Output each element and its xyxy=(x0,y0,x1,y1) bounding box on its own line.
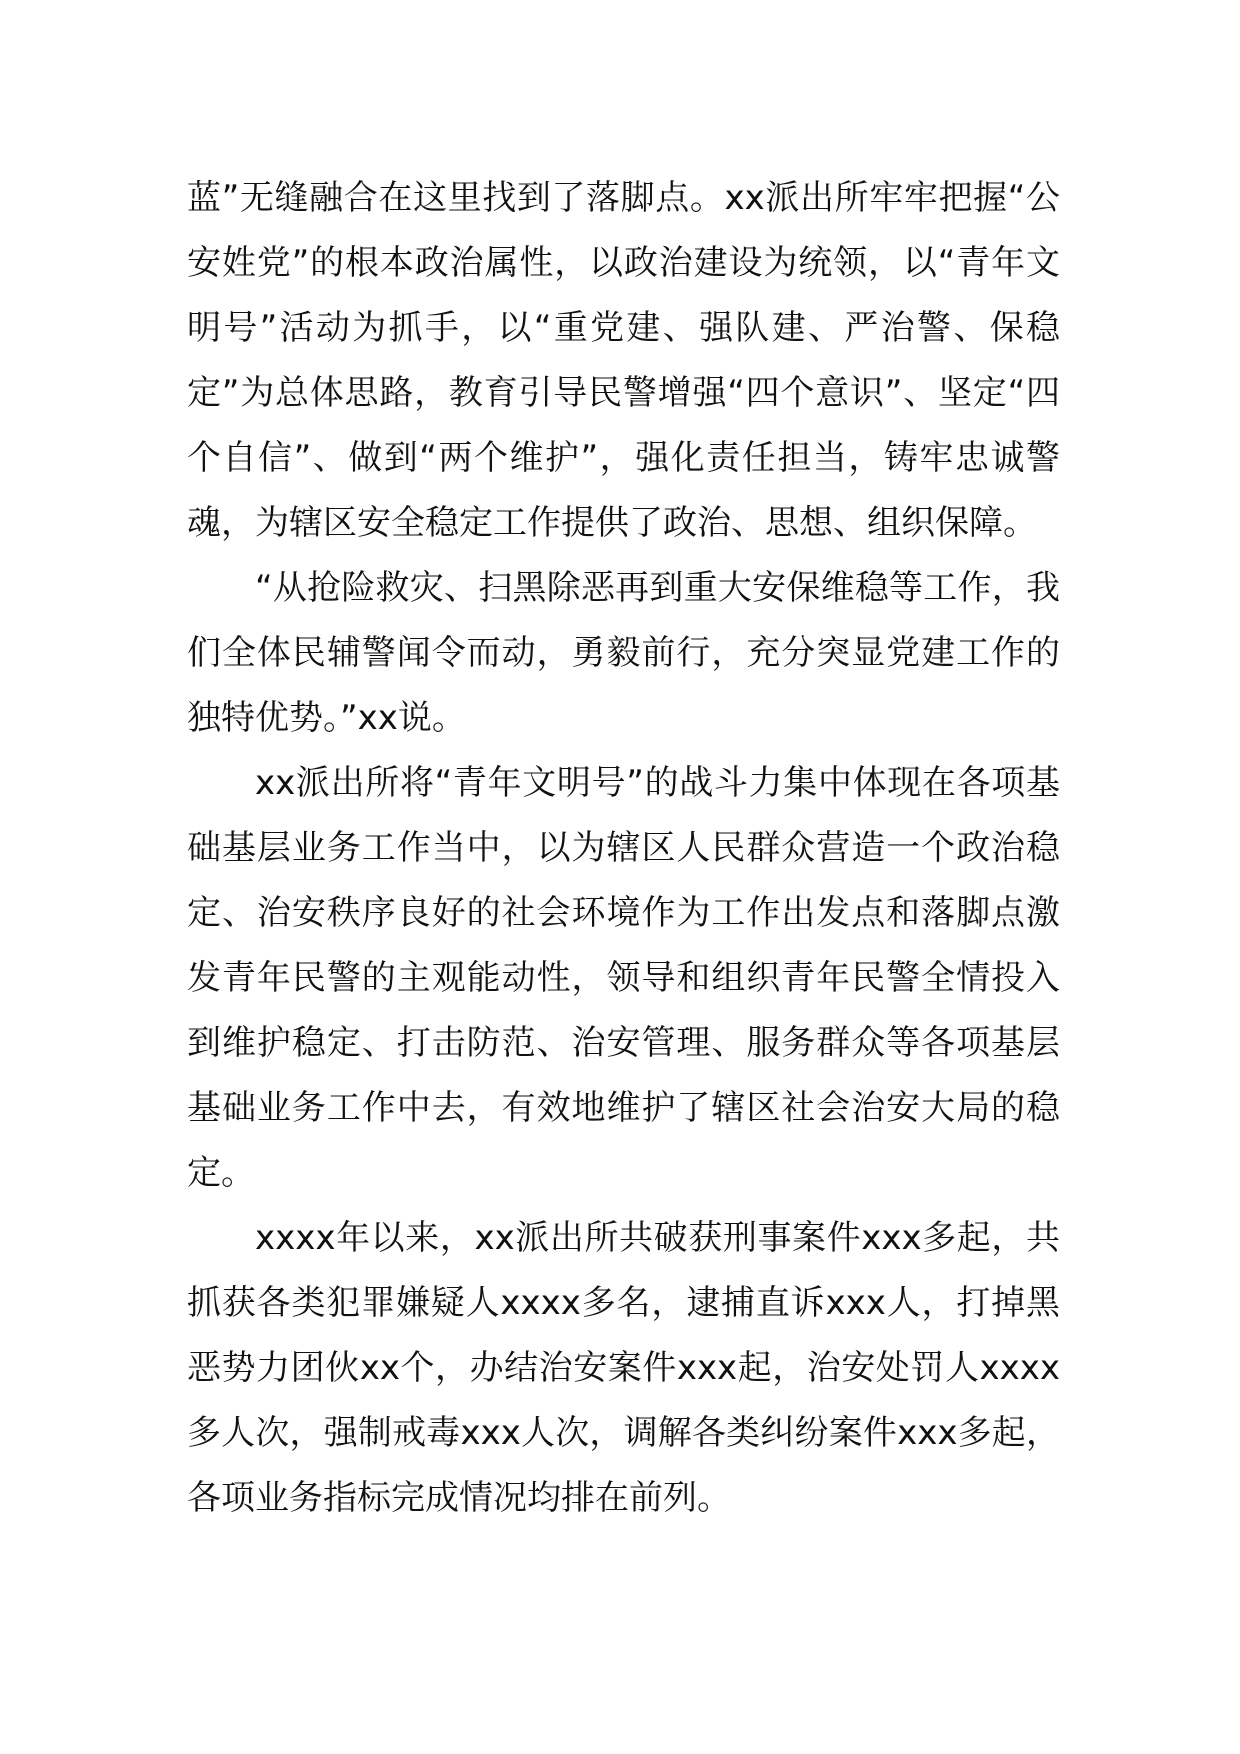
paragraph-3: xx派出所将“青年文明号”的战斗力集中体现在各项基础基层业务工作当中，以为辖区人民群众营造一个政治稳定、治安秩序良好的社会环境作为工作出发点和落脚点激发青年民警的主观能动性，领导和组织青年民警全情投入到维护稳定、打击防范、治安管理、服务群众等各项基层基础业务工作中去，有效地维护了辖区社会治安大局的稳定。 xyxy=(187,763,1060,1193)
document-body xyxy=(187,166,1060,1531)
paragraph-4: xxxx年以来，xx派出所共破获刑事案件xxx多起，共抓获各类犯罪嫌疑人xxxx多名，逮捕直诉xxx人，打掉黑恶势力团伙xx个，办结治安案件xxx起，治安处罚人xxxx多人次，强制戒毒xxx人次，调解各类纠纷案件xxx多起，各项业务指标完成情况均排在前列。 xyxy=(187,1218,1060,1518)
paragraph-1: 蓝”无缝融合在这里找到了落脚点。xx派出所牢牢把握“公安姓党”的根本政治属性，以政治建设为统领，以“青年文明号”活动为抓手，以“重党建、强队建、严治警、保稳定”为总体思路，教育引导民警增强“四个意识”、坚定“四个自信”、做到“两个维护”，强化责任担当，铸牢忠诚警魂，为辖区安全稳定工作提供了政治、思想、组织保障。 xyxy=(187,178,1060,543)
paragraph-2: “从抢险救灾、扫黑除恶再到重大安保维稳等工作，我们全体民辅警闻令而动，勇毅前行，充分突显党建工作的独特优势。”xx说。 xyxy=(187,568,1060,738)
